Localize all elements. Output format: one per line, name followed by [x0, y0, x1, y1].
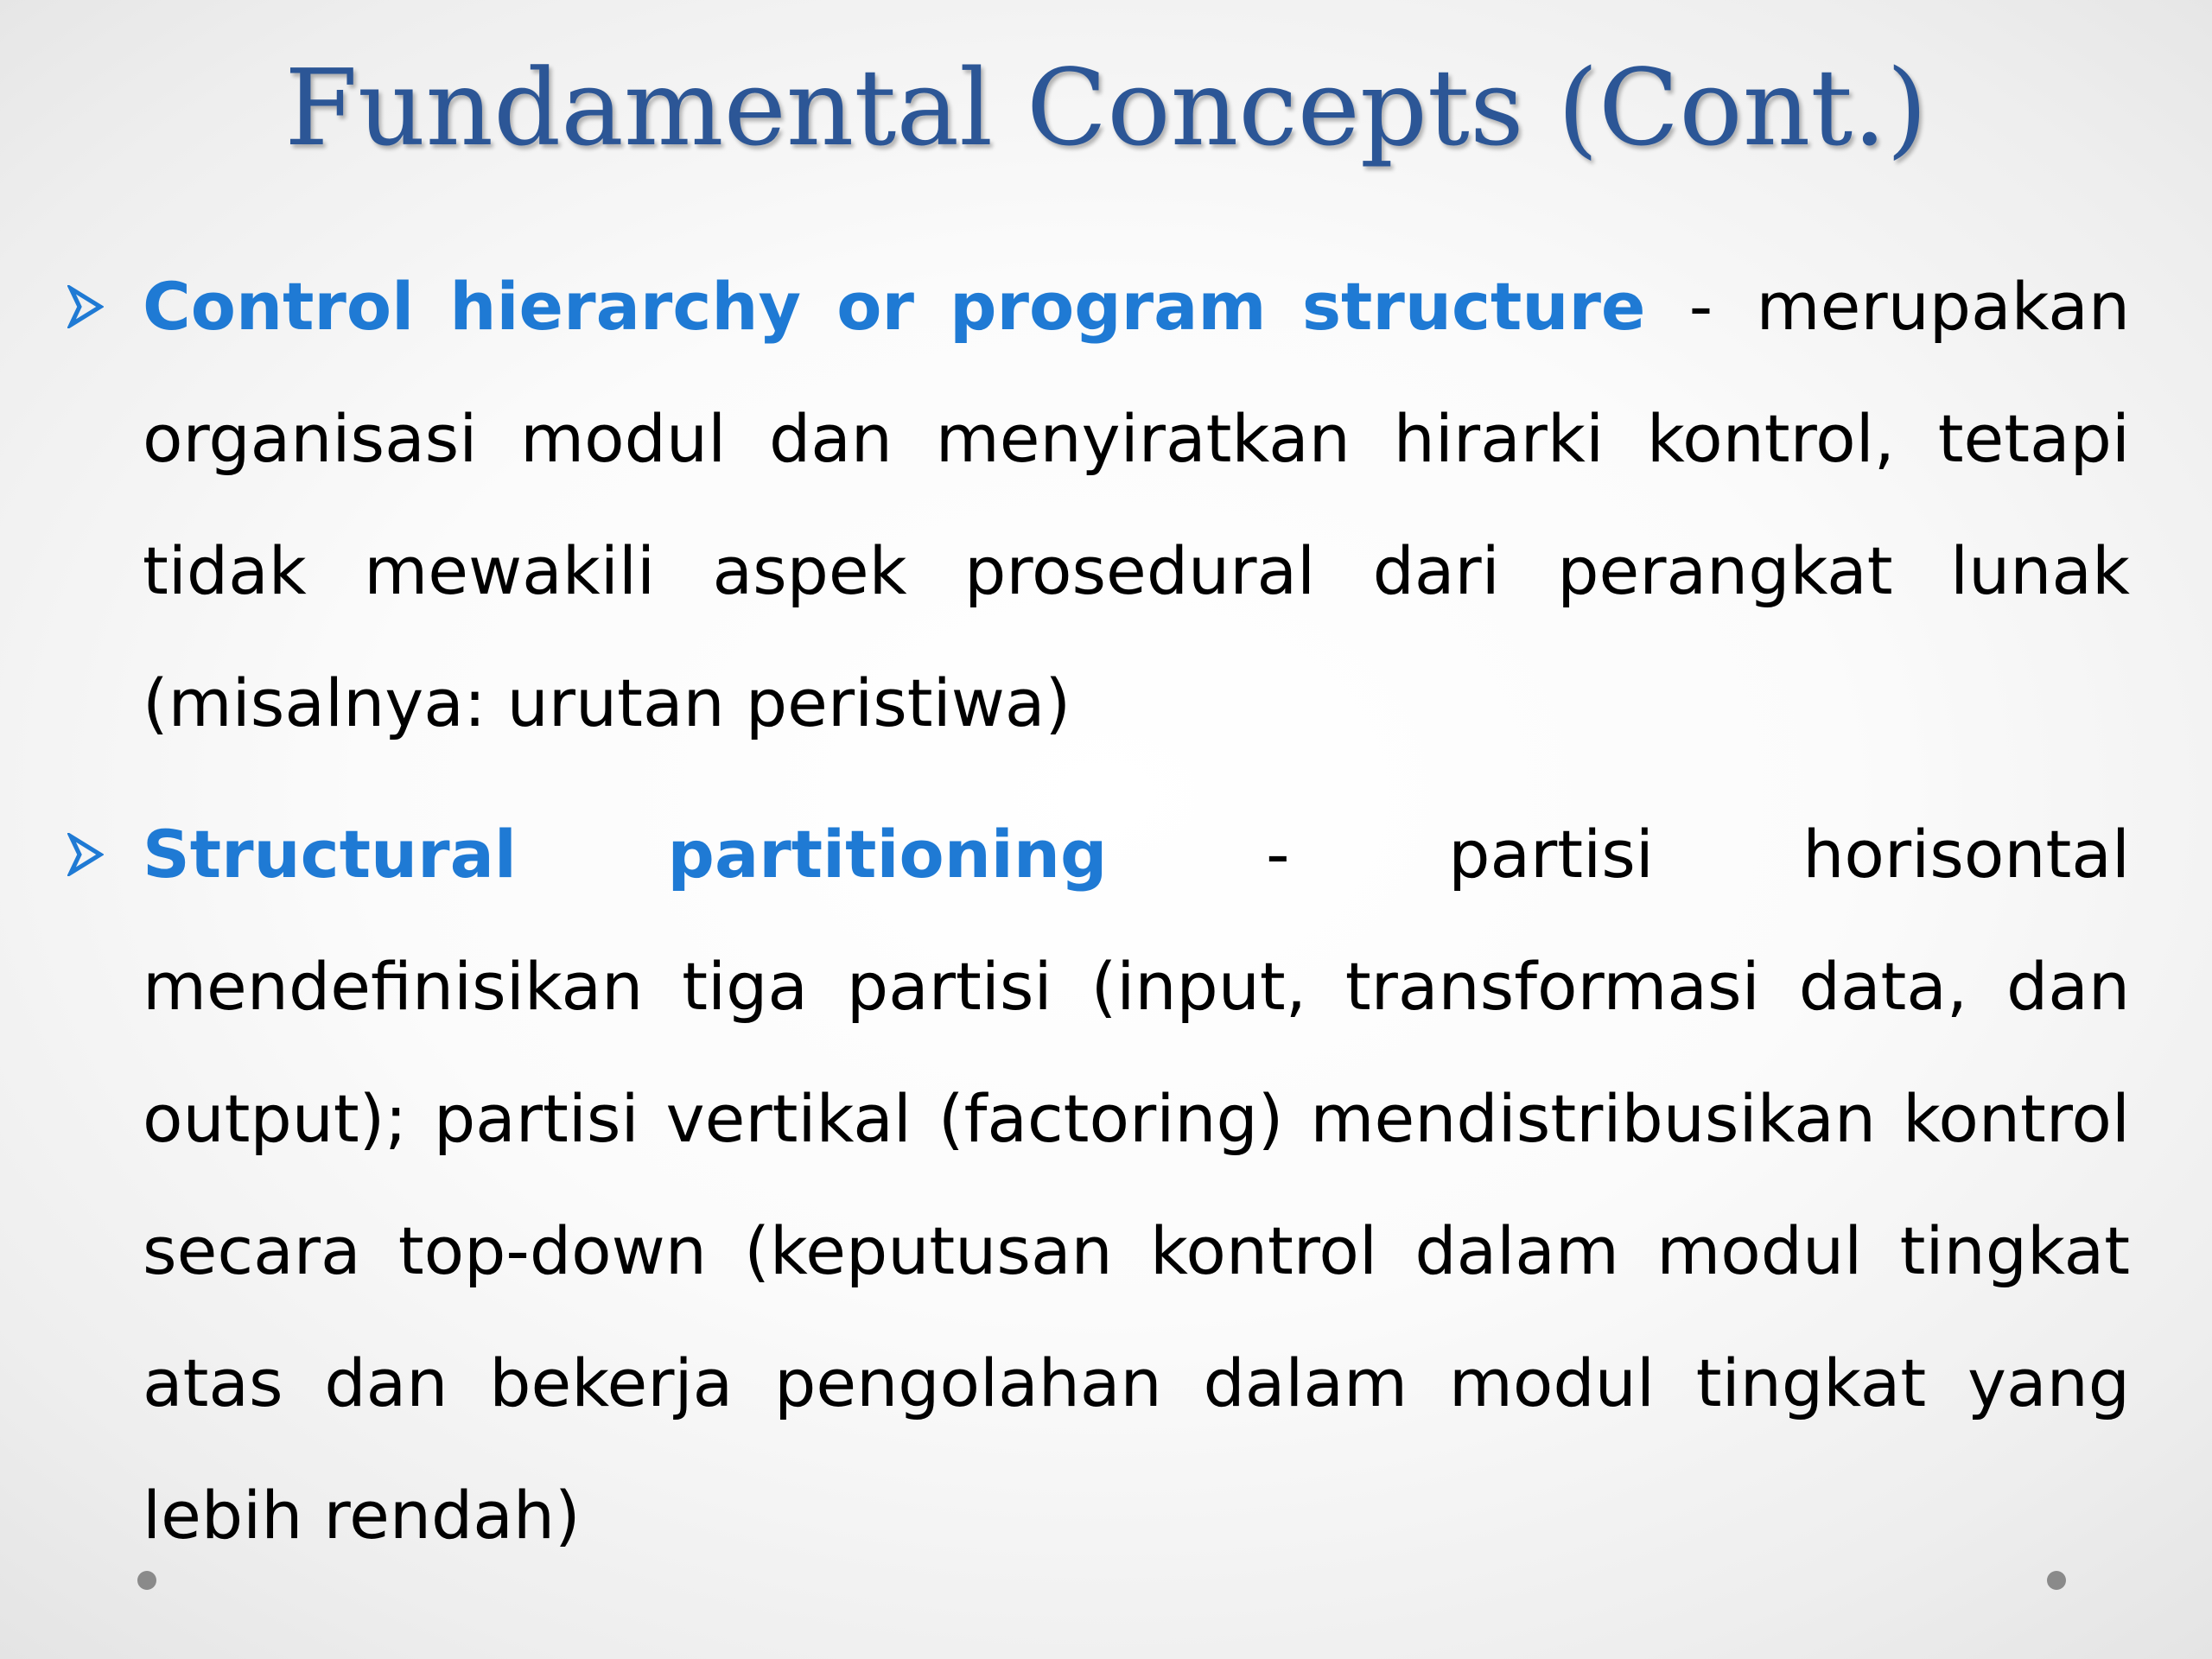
bullet-lead-term: Control hierarchy or program structure	[143, 268, 1646, 345]
bullet-dash: -	[1266, 816, 1290, 893]
decorative-dot	[137, 1571, 156, 1590]
bullet-dash: -	[1688, 268, 1713, 345]
bullet-lead-term: Structural partitioning	[143, 816, 1108, 893]
bullet-item-structural-partitioning	[143, 788, 2130, 1581]
bullet-description: merupakan organisasi modul dan menyiratkan hirarki kontrol, tetapi tidak mewakili aspek prosedural dari perangkat lunak (misalnya: urutan peristiwa)	[143, 268, 2130, 741]
arrow-bullet-icon	[67, 833, 104, 876]
bullet-item-control-hierarchy	[143, 240, 2130, 769]
slide-title: Fundamental Concepts (Cont.)	[284, 47, 1928, 169]
bullet-description: partisi horisontal mendefinisikan tiga partisi (input, transformasi data, dan output); partisi vertikal (factoring) mendistribusikan kontrol secara top-down (keputusan kontrol dalam modul tingkat atas dan bekerja pengolahan dalam modul tingkat yang lebih rendah)	[143, 816, 2130, 1554]
decorative-dot	[2047, 1571, 2066, 1590]
arrow-bullet-icon	[67, 285, 104, 328]
